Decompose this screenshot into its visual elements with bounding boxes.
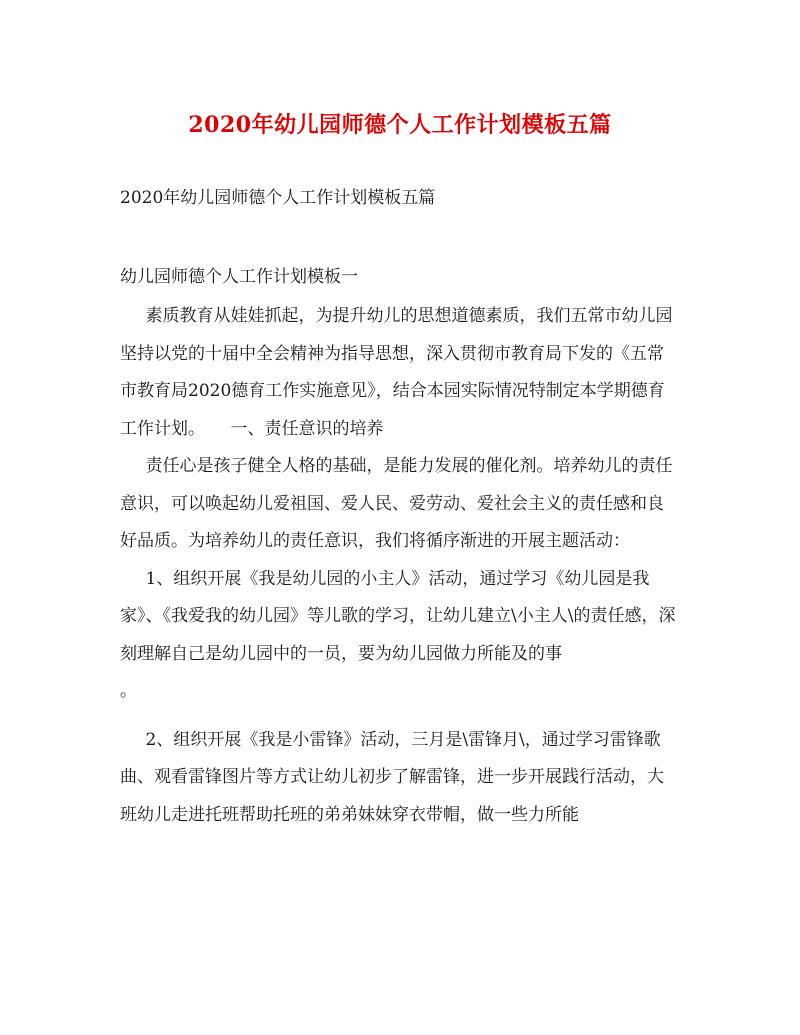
paragraph-3-tail: 。 [120, 681, 137, 701]
paragraph-3: 1、组织开展《我是幼儿园的小主人》活动，通过学习《幼儿园是我家》、《我爱我的幼儿园》等儿歌的学习，让幼儿建立\小主人\的责任感，深刻理解自己是幼儿园中的一员，要为幼儿园做力所能及的事 [120, 568, 676, 664]
document-subtitle: 2020年幼儿园师德个人工作计划模板五篇 [120, 188, 436, 208]
section-heading: 幼儿园师德个人工作计划模板一 [120, 267, 358, 287]
document-title: 2020年幼儿园师德个人工作计划模板五篇 [188, 112, 612, 138]
paragraph-2: 责任心是孩子健全人格的基础，是能力发展的催化剂。培养幼儿的责任意识，可以唤起幼儿爱祖国、爱人民、爱劳动、爱社会主义的责任感和良好品质。为培养幼儿的责任意识，我们将循序渐进的开展主题活动： [120, 456, 673, 551]
paragraph-1: 素质教育从娃娃抓起，为提升幼儿的思想道德素质，我们五常市幼儿园坚持以党的十届中全会精神为指导思想，深入贯彻市教育局下发的《五常市教育局2020德育工作实施意见》，结合本园实际情况特制定本学期德育工作计划。 一、责任意识的培养 [120, 306, 673, 439]
paragraph-4: 2、组织开展《我是小雷锋》活动，三月是\雷锋月\，通过学习雷锋歌曲、观看雷锋图片等方式让幼儿初步了解雷锋，进一步开展践行活动，大班幼儿走进托班帮助托班的弟弟妹妹穿衣带帽，做一些力所能 [120, 729, 664, 825]
document-body [120, 298, 680, 834]
